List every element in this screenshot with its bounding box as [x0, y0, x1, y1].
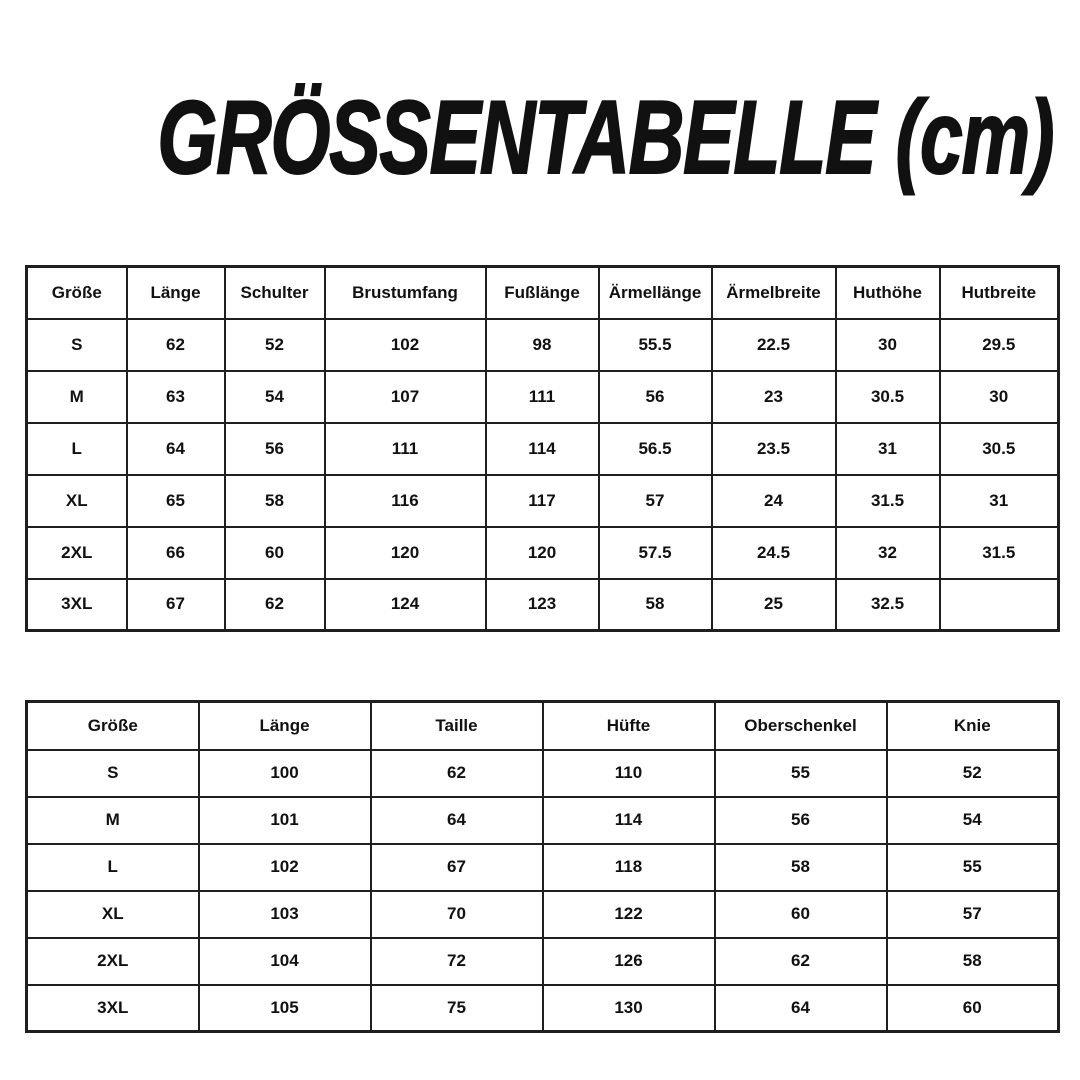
measurement-cell: 116 [325, 475, 486, 527]
measurement-cell: 52 [225, 319, 325, 371]
column-header: Taille [371, 702, 543, 750]
measurement-cell: 63 [127, 371, 225, 423]
measurement-cell: 111 [486, 371, 599, 423]
column-header: Hutbreite [940, 267, 1059, 319]
measurement-cell: 56 [225, 423, 325, 475]
measurement-cell: 101 [199, 797, 371, 844]
column-header: Knie [887, 702, 1059, 750]
measurement-cell: 56.5 [599, 423, 712, 475]
measurement-cell: 30.5 [836, 371, 940, 423]
size-label: S [27, 319, 127, 371]
measurement-cell: 114 [486, 423, 599, 475]
table-row [27, 891, 1059, 938]
measurement-cell: 64 [127, 423, 225, 475]
size-label: L [27, 844, 199, 891]
column-header: Brustumfang [325, 267, 486, 319]
table-header-row [27, 702, 1059, 750]
column-header: Fußlänge [486, 267, 599, 319]
measurement-cell: 110 [543, 750, 715, 797]
measurement-cell: 122 [543, 891, 715, 938]
page-title [0, 80, 1080, 196]
size-label: 2XL [27, 938, 199, 985]
measurement-cell: 102 [325, 319, 486, 371]
measurement-cell: 62 [371, 750, 543, 797]
measurement-cell: 24.5 [712, 527, 836, 579]
table-row [27, 750, 1059, 797]
column-header: Ärmelbreite [712, 267, 836, 319]
table-row [27, 475, 1059, 527]
size-label: XL [27, 475, 127, 527]
size-label: 2XL [27, 527, 127, 579]
table-row [27, 319, 1059, 371]
measurement-cell: 56 [599, 371, 712, 423]
measurement-cell: 100 [199, 750, 371, 797]
measurement-cell: 62 [127, 319, 225, 371]
measurement-cell: 32 [836, 527, 940, 579]
column-header: Oberschenkel [715, 702, 887, 750]
table-row [27, 579, 1059, 631]
column-header: Hüfte [543, 702, 715, 750]
measurement-cell: 66 [127, 527, 225, 579]
measurement-cell: 102 [199, 844, 371, 891]
column-header: Ärmellänge [599, 267, 712, 319]
measurement-cell: 58 [599, 579, 712, 631]
measurement-cell: 65 [127, 475, 225, 527]
table-row [27, 527, 1059, 579]
measurement-cell: 104 [199, 938, 371, 985]
bottoms-size-table [25, 700, 1060, 1033]
measurement-cell: 120 [325, 527, 486, 579]
measurement-cell: 120 [486, 527, 599, 579]
measurement-cell: 114 [543, 797, 715, 844]
measurement-cell: 56 [715, 797, 887, 844]
measurement-cell: 54 [887, 797, 1059, 844]
table-row [27, 423, 1059, 475]
measurement-cell: 52 [887, 750, 1059, 797]
table-row [27, 371, 1059, 423]
measurement-cell: 25 [712, 579, 836, 631]
measurement-cell: 67 [127, 579, 225, 631]
measurement-cell: 62 [225, 579, 325, 631]
measurement-cell: 62 [715, 938, 887, 985]
column-header: Größe [27, 702, 199, 750]
measurement-cell: 60 [887, 985, 1059, 1032]
measurement-cell: 55 [715, 750, 887, 797]
measurement-cell: 24 [712, 475, 836, 527]
measurement-cell [940, 579, 1059, 631]
measurement-cell: 64 [371, 797, 543, 844]
size-label: M [27, 797, 199, 844]
measurement-cell: 31.5 [940, 527, 1059, 579]
measurement-cell: 58 [715, 844, 887, 891]
measurement-cell: 31 [940, 475, 1059, 527]
measurement-cell: 60 [225, 527, 325, 579]
measurement-cell: 32.5 [836, 579, 940, 631]
table-row [27, 985, 1059, 1032]
measurement-cell: 130 [543, 985, 715, 1032]
measurement-cell: 30.5 [940, 423, 1059, 475]
size-label: S [27, 750, 199, 797]
measurement-cell: 75 [371, 985, 543, 1032]
measurement-cell: 126 [543, 938, 715, 985]
table-row [27, 938, 1059, 985]
measurement-cell: 31.5 [836, 475, 940, 527]
measurement-cell: 70 [371, 891, 543, 938]
measurement-cell: 23.5 [712, 423, 836, 475]
measurement-cell: 117 [486, 475, 599, 527]
size-label: 3XL [27, 579, 127, 631]
measurement-cell: 29.5 [940, 319, 1059, 371]
measurement-cell: 58 [225, 475, 325, 527]
size-label: 3XL [27, 985, 199, 1032]
column-header: Länge [199, 702, 371, 750]
size-label: XL [27, 891, 199, 938]
measurement-cell: 55 [887, 844, 1059, 891]
measurement-cell: 103 [199, 891, 371, 938]
garment-size-table [25, 265, 1060, 632]
measurement-cell: 54 [225, 371, 325, 423]
measurement-cell: 30 [940, 371, 1059, 423]
measurement-cell: 60 [715, 891, 887, 938]
measurement-cell: 55.5 [599, 319, 712, 371]
column-header: Größe [27, 267, 127, 319]
measurement-cell: 124 [325, 579, 486, 631]
measurement-cell: 98 [486, 319, 599, 371]
measurement-cell: 118 [543, 844, 715, 891]
measurement-cell: 57.5 [599, 527, 712, 579]
page-title-text: GRÖSSENTABELLE (cm) [157, 80, 1054, 196]
measurement-cell: 57 [887, 891, 1059, 938]
table-row [27, 844, 1059, 891]
table-row [27, 797, 1059, 844]
measurement-cell: 58 [887, 938, 1059, 985]
measurement-cell: 23 [712, 371, 836, 423]
measurement-cell: 105 [199, 985, 371, 1032]
column-header: Schulter [225, 267, 325, 319]
measurement-cell: 107 [325, 371, 486, 423]
measurement-cell: 22.5 [712, 319, 836, 371]
measurement-cell: 67 [371, 844, 543, 891]
table-header-row [27, 267, 1059, 319]
measurement-cell: 72 [371, 938, 543, 985]
measurement-cell: 57 [599, 475, 712, 527]
measurement-cell: 123 [486, 579, 599, 631]
size-label: L [27, 423, 127, 475]
column-header: Huthöhe [836, 267, 940, 319]
size-label: M [27, 371, 127, 423]
measurement-cell: 64 [715, 985, 887, 1032]
measurement-cell: 30 [836, 319, 940, 371]
column-header: Länge [127, 267, 225, 319]
measurement-cell: 31 [836, 423, 940, 475]
measurement-cell: 111 [325, 423, 486, 475]
